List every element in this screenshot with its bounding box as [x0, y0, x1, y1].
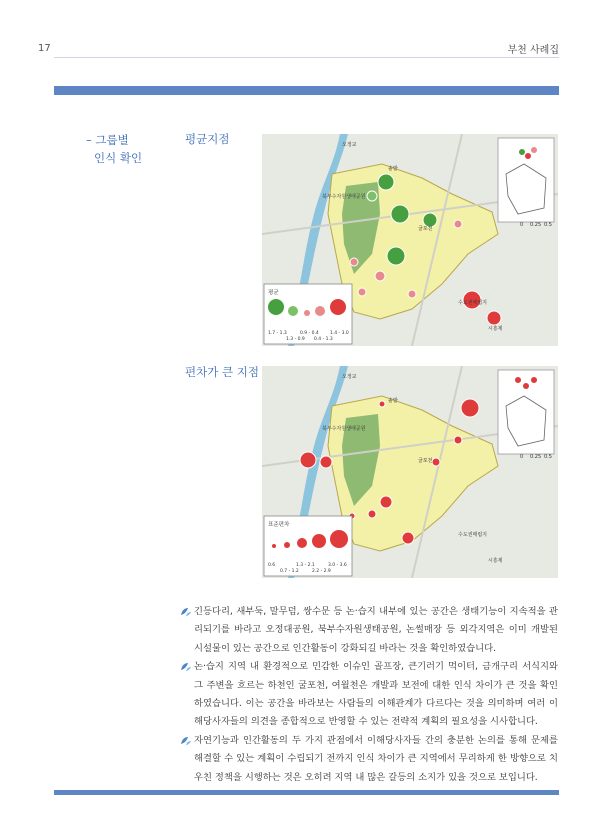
- place-label: 오정교: [342, 374, 357, 380]
- map-deviation: [262, 366, 558, 578]
- legend-mark: [330, 530, 348, 548]
- bullet-list: [180, 603, 558, 787]
- map-title-deviation: 편차가 큰 지점: [185, 365, 259, 379]
- place-label: 수도권매립지: [458, 532, 487, 538]
- map-average-figure: [262, 134, 558, 346]
- map-point: [320, 456, 332, 468]
- map-point: [350, 258, 358, 266]
- legend-label: 1.7 - 1.3: [268, 331, 287, 336]
- legend-label: 1.3 - 2.1: [296, 563, 315, 568]
- legend-label: 2.2 - 2.9: [312, 569, 331, 574]
- place-label: 시흥제: [488, 558, 503, 564]
- inset-point: [519, 149, 525, 155]
- bullet-item: [180, 603, 558, 658]
- place-label: 수도권매립지: [458, 300, 487, 306]
- map-point: [379, 401, 385, 407]
- bullet-text: 자연기능과 인간활동의 두 가지 관점에서 이해당사자들 간의 충분한 논의를 통해 문제를 해결할 수 있는 계획이 수립되기 전까지 인식 차이가 큰 지역에서 무리하게 한 방향으로 치우친 정책을 시행하는 것은 오히려 지역 내 많은 갈등의 소지가 있을 것으로 보입니다.: [194, 734, 558, 783]
- inset-point: [531, 377, 537, 383]
- inset-point: [523, 383, 529, 389]
- legend-mark: [330, 299, 346, 315]
- map-point: [300, 452, 316, 468]
- legend-label: 0.4 - 1.3: [314, 337, 333, 342]
- place-label: 북부수자원생태공원: [322, 194, 366, 200]
- scale-label: 0.25: [530, 454, 542, 460]
- map-deviation-figure: [262, 366, 558, 578]
- map-point: [454, 436, 462, 444]
- map-point: [358, 288, 366, 296]
- leaf-bullet-icon: [180, 606, 192, 618]
- scale-label: 0: [520, 454, 524, 460]
- legend-mark: [312, 534, 326, 548]
- map-point: [461, 399, 479, 417]
- map-point: [423, 213, 437, 227]
- place-label: 시흥제: [488, 326, 503, 332]
- section-label-line2: 인식 확인: [94, 151, 143, 165]
- legend-label: 0.7 - 1.2: [280, 569, 299, 574]
- map-point: [380, 496, 392, 508]
- bullet-text: 논·습지 지역 내 환경적으로 민감한 이슈인 골프장, 큰기러기 먹이터, 금개구리 서식지와 그 주변을 흐르는 하천인 굴포천, 여월천은 개발과 보전에 대한 인식 차이가 큰 것을 확인하였습니다. 이는 공간을 바라보는 사람들의 이해관계가 다르다는 것을 의미하며 여러 이해당사자들의 의견을 종합적으로 반영할 수 있는 전략적 계획의 필요성을 시사합니다.: [194, 661, 558, 728]
- legend-title: 평균: [268, 290, 279, 296]
- map-point: [487, 311, 501, 325]
- section-label: [86, 131, 142, 167]
- scale-label: 0.5: [544, 222, 552, 228]
- inset-point: [525, 153, 531, 159]
- map-title-average: 평균지점: [185, 132, 230, 146]
- legend-mark: [304, 310, 310, 316]
- map-point: [391, 205, 409, 223]
- place-label: 솔밭: [388, 166, 398, 172]
- leaf-bullet-icon: [180, 735, 192, 747]
- scale-label: 0.25: [530, 222, 542, 228]
- legend-title: 표준편차: [268, 522, 290, 528]
- bullet-text: 긴등다리, 새부둑, 말무덤, 쌍수문 등 논·습지 내부에 있는 공간은 생태기능이 지속적을 관리되기를 바라고 오정대공원, 북부수자원생태공원, 논썰매장 등 외각지역은 이미 개발된 시설물이 있는 공간으로 인간활동이 강화되길 바라는 것을 확인하였습니다.: [194, 606, 558, 654]
- bullet-item: [180, 658, 558, 732]
- legend-label: 1.4 - 3.0: [330, 331, 349, 336]
- map-average: [262, 134, 558, 346]
- legend-mark: [268, 299, 284, 315]
- map-point: [387, 247, 405, 265]
- header-band: [54, 86, 559, 95]
- legend-mark: [315, 306, 325, 316]
- place-label: 솔밭: [388, 398, 398, 404]
- legend-label: 0.6: [268, 563, 276, 568]
- legend-label: 3.0 - 3.6: [328, 563, 347, 568]
- map-point: [402, 532, 414, 544]
- map-point: [454, 220, 462, 228]
- map-point: [368, 510, 376, 518]
- map-point: [432, 458, 440, 466]
- legend-label: 1.3 - 0.9: [286, 337, 305, 342]
- legend-mark: [288, 306, 298, 316]
- place-label: 오정교: [342, 142, 357, 148]
- map-point: [367, 191, 377, 201]
- footer-band: [54, 790, 559, 795]
- inset-point: [531, 147, 537, 153]
- place-label: 북부수자원생태공원: [322, 426, 366, 432]
- map-point: [378, 174, 394, 190]
- header-rule: [54, 57, 559, 58]
- legend-mark: [272, 544, 276, 548]
- map-point: [408, 290, 416, 298]
- place-label: 굴포천: [418, 458, 433, 464]
- header-title: 부천 사례집: [507, 45, 559, 56]
- inset-point: [515, 377, 521, 383]
- legend-mark: [284, 542, 290, 548]
- place-label: 굴포천: [418, 226, 433, 232]
- page-number: 17: [38, 43, 51, 54]
- legend-mark: [297, 538, 307, 548]
- scale-label: 0.5: [544, 454, 552, 460]
- map-point: [375, 271, 385, 281]
- scale-label: 0: [520, 222, 524, 228]
- bullet-item: [180, 732, 558, 787]
- legend-label: 0.9 - 0.4: [300, 331, 319, 336]
- leaf-bullet-icon: [180, 661, 192, 673]
- section-label-line1: – 그룹별: [86, 133, 129, 147]
